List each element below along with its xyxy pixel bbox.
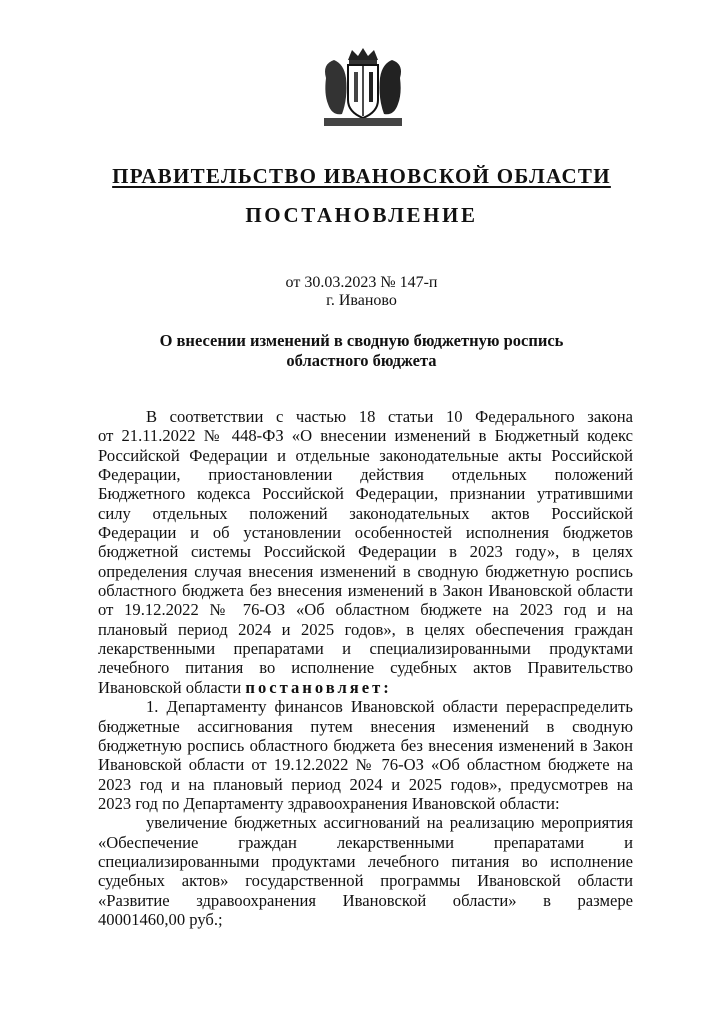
body-line [98,736,633,755]
body-line [98,775,633,794]
body-line [98,504,633,523]
body-line-text: В соответствии с частью 18 статьи 10 Федерального закона [146,407,633,426]
body-line [98,542,633,561]
body-line-text: Бюджетного кодекса Российской Федерации, признании утратившими [98,484,633,504]
body-line-text: лекарственными препаратами и специализированными продуктами [98,639,633,659]
coat-of-arms-emblem [318,38,408,130]
government-title [0,164,723,189]
body-line [98,407,633,426]
body-line [98,446,633,465]
body-line-text: от 19.12.2022 № 76-ОЗ «Об областном бюджете на 2023 год и на [98,600,633,620]
body-line-text: судебных актов» государственной программы Ивановской области [98,871,633,891]
body-line [98,697,633,716]
body-line-text: бюджетной системы Российской Федерации в 2023 году», в целях [98,542,633,562]
body-line-text: определения случая внесения изменений в сводную бюджетную роспись [98,561,633,581]
body-line [98,465,633,484]
body-line-text: лечебного питания во исполнение судебных актов Правительство [98,658,633,678]
body-line-text: областного бюджета без внесения изменений в Закон Ивановской области [98,581,633,601]
body-line-text: увеличение бюджетных ассигнований на реализацию мероприятия [146,813,633,833]
body-line-text: специализированными продуктами лечебного питания во исполнение [98,851,633,871]
body-line-text: Ивановской области от 19.12.2022 № 76-ОЗ «Об областном бюджете на [98,755,633,775]
body-line-text: «Обеспечение граждан лекарственными препаратами и [98,832,633,852]
document-subject [0,331,723,371]
body-line [98,600,633,619]
body-line-text: бюджетные ассигнования путем внесения изменений в сводную [98,716,633,736]
body-line [98,678,633,697]
body-line [98,910,633,929]
body-line [98,658,633,677]
body-line-text: от 21.11.2022 № 448-ФЗ «О внесении изменений в Бюджетный кодекс [98,426,633,446]
body-line [98,833,633,852]
subject-line: О внесении изменений в сводную бюджетную роспись [159,331,564,350]
body-line [98,620,633,639]
city: г. Иваново [326,292,397,309]
body-line [98,562,633,581]
body-line [98,639,633,658]
body-line [98,581,633,600]
body-line-text: Федерации и об установлении особенностей исполнения бюджетов [98,523,633,543]
body-line [98,852,633,871]
body-line-text: 40001460,00 руб.; [98,909,223,929]
body-line-text: 2023 год и на плановый период 2024 и 2025 годов», предусмотрев на [98,774,633,794]
body-line [98,523,633,542]
date-number: от 30.03.2023 № 147-п [285,274,438,291]
body-line [98,891,633,910]
subject-line: областного бюджета [286,351,437,370]
body-line-text: силу отдельных положений законодательных актов Российской [98,503,633,523]
body-line-text: Ивановской области [98,677,246,697]
body-line [98,717,633,736]
body-line-text: бюджетную роспись областного бюджета без внесения изменений в Закон [98,735,633,755]
colon: : [383,677,392,697]
body-line-text: 2023 год по Департаменту здравоохранения Ивановской области: [98,793,560,813]
body-line [98,484,633,503]
document-type: ПОСТАНОВЛЕНИЕ [245,203,478,227]
body-line [98,755,633,774]
body-line-text: «Развитие здравоохранения Ивановской области» в размере [98,890,633,910]
body-line-text: Федерации, приостановлении действия отдельных положений [98,465,633,485]
body-line [98,426,633,445]
document-body [98,407,633,929]
body-line [98,813,633,832]
resolves-keyword: постановляет [245,677,384,697]
government-name: ПРАВИТЕЛЬСТВО ИВАНОВСКОЙ ОБЛАСТИ [112,164,611,188]
body-line-text: 1. Департаменту финансов Ивановской области перераспределить [146,697,633,717]
body-line [98,871,633,890]
body-line-text: плановый период 2024 и 2025 годов», в целях обеспечения граждан [98,619,633,639]
body-line-text: Российской Федерации и отдельные законодательные акты Российской [98,445,633,465]
body-line [98,794,633,813]
